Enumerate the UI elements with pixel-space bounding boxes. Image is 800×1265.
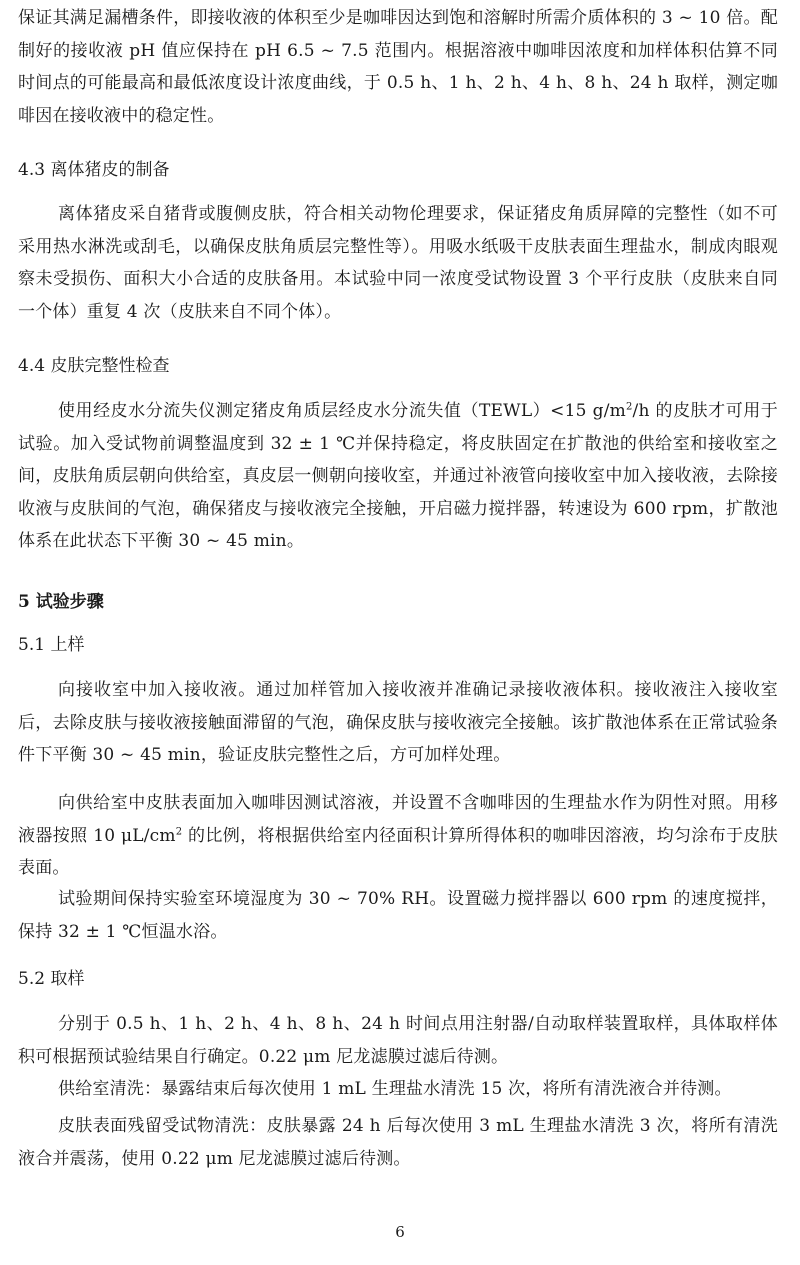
paragraph-5-2-1: 分别于 0.5 h、1 h、2 h、4 h、8 h、24 h 时间点用注射器/自动取样装置取样，具体取样体积可根据预试验结果自行确定。0.22 μm 尼龙滤膜过滤后待测。 [18,1014,778,1067]
section-heading-5: 5 试验步骤 [18,592,104,612]
paragraph-intro: 保证其满足漏槽条件，即接收液的体积至少是咖啡因达到饱和溶解时所需介质体积的 3 ~ 10 倍。配制好的接收液 pH 值应保持在 pH 6.5 ~ 7.5 范围内。根据溶液中咖啡因浓度和加样体积估算不同时间点的可能最高和最低浓度设计浓度曲线，于 0.5 h、1 h、2 h、4 h、8 h、24 h 取样，测定咖啡因在接收液中的稳定性。 [18,8,778,126]
paragraph-4-4-part-a: 使用经皮水分流失仪测定猪皮角质层经皮水分流失值（TEWL）<15 g/m [58,401,626,421]
paragraph-4-4-part-b: /h 的皮肤才可用于试验。加入受试物前调整温度到 32 ± 1 ℃并保持稳定，将皮肤固定在扩散池的供给室和接收室之间，皮肤角质层朝向供给室，真皮层一侧朝向接收室，并通过补液管向接收室中加入接收液，去除接收液与皮肤间的气泡，确保猪皮与接收液完全接触，开启磁力搅拌器，转速设为 600 rpm，扩散池体系在此状态下平衡 30 ~ 45 min。 [18,401,778,551]
paragraph-5-1-2 [18,787,778,885]
section-heading-5-1: 5.1 上样 [18,635,85,655]
superscript-2: 2 [175,825,183,837]
paragraph-5-1-1: 向接收室中加入接收液。通过加样管加入接收液并准确记录接收液体积。接收液注入接收室后，去除皮肤与接收液接触面滞留的气泡，确保皮肤与接收液完全接触。该扩散池体系在正常试验条件下平衡 30 ~ 45 min，验证皮肤完整性之后，方可加样处理。 [18,680,778,765]
section-heading-4-3: 4.3 离体猪皮的制备 [18,160,170,180]
superscript-2: 2 [625,401,633,413]
page-number: 6 [395,1223,405,1241]
paragraph-5-2-2: 供给室清洗：暴露结束后每次使用 1 mL 生理盐水清洗 15 次，将所有清洗液合并待测。 [58,1079,732,1099]
paragraph-5-1-2-part-a: 向供给室中皮肤表面加入咖啡因测试溶液，并设置不含咖啡因的生理盐水作为阴性对照。用移液器按照 10 μL/cm [18,793,778,846]
paragraph-4-4 [18,395,778,558]
paragraph-5-1-3: 试验期间保持实验室环境湿度为 30 ~ 70% RH。设置磁力搅拌器以 600 rpm 的速度搅拌，保持 32 ± 1 ℃恒温水浴。 [18,889,778,942]
section-heading-5-2: 5.2 取样 [18,969,85,989]
paragraph-5-1-2-part-b: 的比例，将根据供给室内径面积计算所得体积的咖啡因溶液，均匀涂布于皮肤表面。 [18,825,778,878]
paragraph-5-2-3: 皮肤表面残留受试物清洗：皮肤暴露 24 h 后每次使用 3 mL 生理盐水清洗 3 次，将所有清洗液合并震荡，使用 0.22 μm 尼龙滤膜过滤后待测。 [18,1116,778,1169]
paragraph-4-3: 离体猪皮采自猪背或腹侧皮肤，符合相关动物伦理要求，保证猪皮角质屏障的完整性（如不可采用热水淋洗或刮毛，以确保皮肤角质层完整性等）。用吸水纸吸干皮肤表面生理盐水，制成肉眼观察未受损伤、面积大小合适的皮肤备用。本试验中同一浓度受试物设置 3 个平行皮肤（皮肤来自同一个体）重复 4 次（皮肤来自不同个体）。 [18,204,778,322]
section-heading-4-4: 4.4 皮肤完整性检查 [18,356,170,376]
